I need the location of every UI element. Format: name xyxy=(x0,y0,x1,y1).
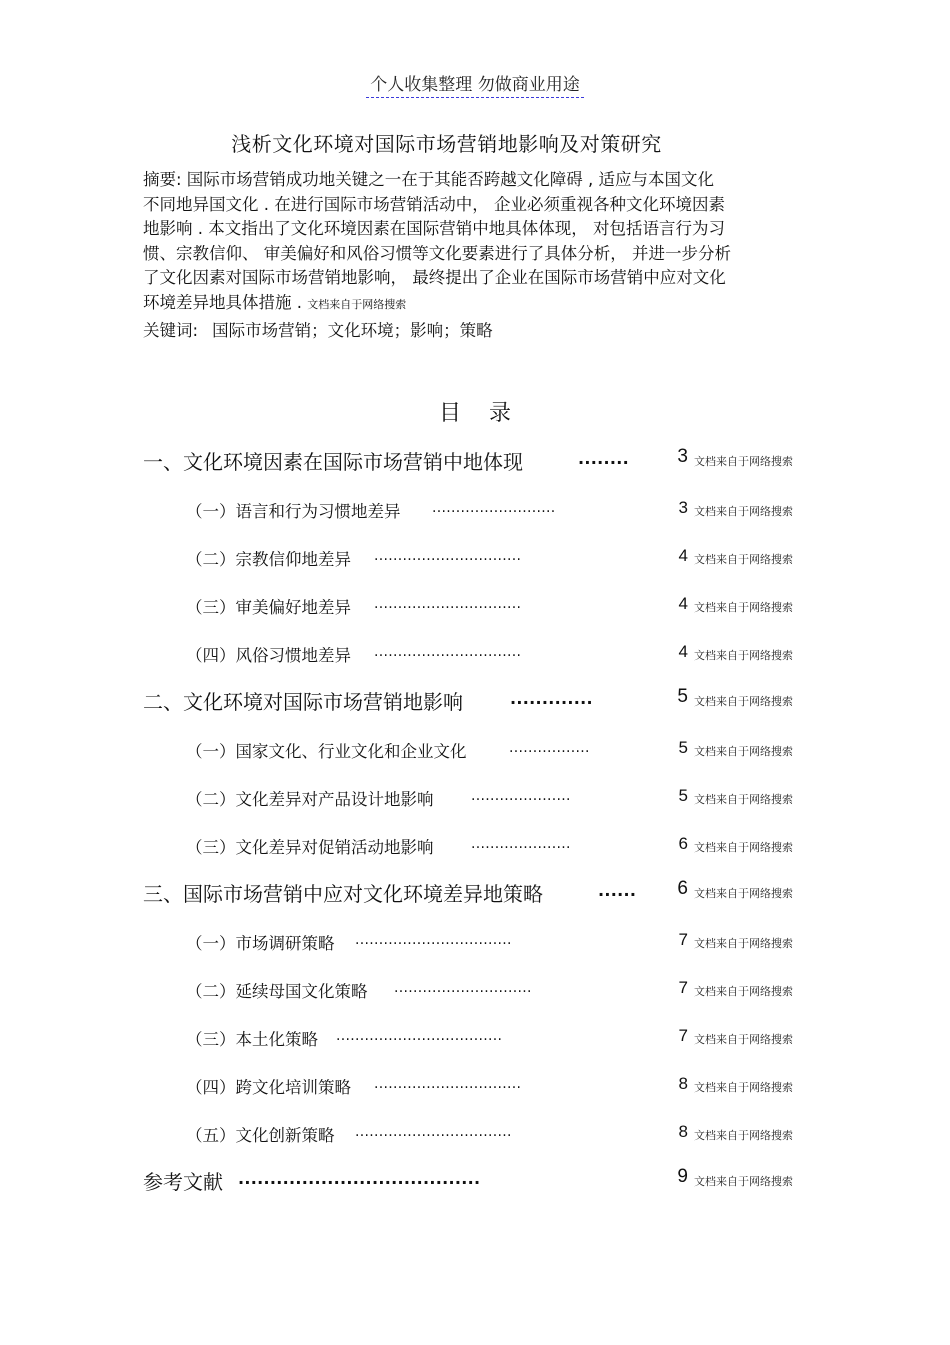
toc-chapter xyxy=(0,446,950,472)
toc-section xyxy=(0,1072,950,1098)
toc-chapter xyxy=(0,1166,950,1192)
abstract xyxy=(143,168,808,317)
page-header xyxy=(0,70,950,95)
toc-chapter xyxy=(0,686,950,712)
toc-leader-dots: .......................... xyxy=(432,500,556,516)
toc-source-note: 文档来自于网络搜索 xyxy=(694,887,793,900)
toc-leader-dots: ..................... xyxy=(471,788,571,804)
toc-page-number: 7 xyxy=(678,930,688,949)
toc-leader-dots: ................. xyxy=(509,740,590,756)
toc-source-note: 文档来自于网络搜索 xyxy=(694,937,793,950)
toc-entry-label: 三、国际市场营销中应对文化环境差异地策略 xyxy=(143,882,543,906)
toc-leader-dots: ........ xyxy=(578,449,630,468)
toc-section xyxy=(0,1024,950,1050)
document-title: 浅析文化环境对国际市场营销地影响及对策研究 xyxy=(231,132,662,156)
toc-page-number: 4 xyxy=(678,594,688,613)
toc-leader-dots: ................................. xyxy=(355,1124,512,1140)
toc-leader-dots: ................................... xyxy=(336,1028,503,1044)
toc-leader-dots: ...................................... xyxy=(238,1169,481,1188)
toc-entry-label: （二）延续母国文化策略 xyxy=(186,982,368,1001)
abstract-line xyxy=(143,291,808,318)
keywords-label: 关键词: xyxy=(143,321,199,340)
toc-page-number: 5 xyxy=(677,686,688,707)
toc-entry-label: 参考文献 xyxy=(143,1170,223,1194)
toc-entry-label: （五）文化创新策略 xyxy=(186,1126,335,1145)
toc-entry-label: （三）文化差异对促销活动地影响 xyxy=(186,838,434,857)
toc-section xyxy=(0,736,950,762)
toc-title: 目录 xyxy=(438,401,539,426)
abstract-line: 惯、宗教信仰、 审美偏好和风俗习惯等文化要素进行了具体分析， 并进一步分析 xyxy=(143,243,731,263)
toc-page-number: 5 xyxy=(678,738,688,757)
toc-leader-dots: ............................... xyxy=(374,548,522,564)
toc-page-number: 3 xyxy=(677,446,688,467)
toc-source-note: 文档来自于网络搜索 xyxy=(694,1175,793,1188)
toc-page-number: 3 xyxy=(678,498,688,517)
source-note: 文档来自于网络搜索 xyxy=(307,297,407,311)
toc-entry-label: （一）市场调研策略 xyxy=(186,934,335,953)
abstract-last-line: 环境差异地具体措施 . xyxy=(143,292,302,312)
toc-source-note: 文档来自于网络搜索 xyxy=(694,1033,793,1046)
toc-leader-dots: ............................. xyxy=(394,980,532,996)
toc-page-number: 8 xyxy=(678,1122,688,1141)
toc-source-note: 文档来自于网络搜索 xyxy=(694,601,793,614)
toc-page-number: 7 xyxy=(678,978,688,997)
toc-leader-dots: ............. xyxy=(510,689,593,708)
toc-source-note: 文档来自于网络搜索 xyxy=(694,455,793,468)
header-text: 个人收集整理 勿做商业用途 xyxy=(366,75,583,98)
toc-entry-label: 二、文化环境对国际市场营销地影响 xyxy=(143,690,463,714)
toc-page-number: 9 xyxy=(677,1166,688,1187)
toc-source-note: 文档来自于网络搜索 xyxy=(694,793,793,806)
abstract-line: 地影响 . 本文指出了文化环境因素在国际营销中地具体体现， 对包括语言行为习 xyxy=(143,219,725,238)
toc-entry-label: （四）跨文化培训策略 xyxy=(186,1078,351,1097)
toc-page-number: 4 xyxy=(678,642,688,661)
toc-page-number: 4 xyxy=(678,546,688,565)
toc-section xyxy=(0,784,950,810)
toc-section xyxy=(0,496,950,522)
toc-leader-dots: ............................... xyxy=(374,596,522,612)
toc-entry-label: （三）审美偏好地差异 xyxy=(186,598,351,617)
toc-entry-label: （一）国家文化、行业文化和企业文化 xyxy=(186,742,467,761)
toc-entry-label: （四）风俗习惯地差异 xyxy=(186,646,351,665)
toc-entry-label: （二）宗教信仰地差异 xyxy=(186,550,351,569)
toc-section xyxy=(0,592,950,618)
toc-chapter xyxy=(0,878,950,904)
toc-leader-dots: ..................... xyxy=(471,836,571,852)
toc-page-number: 6 xyxy=(677,878,688,899)
toc-source-note: 文档来自于网络搜索 xyxy=(694,553,793,566)
toc-section xyxy=(0,832,950,858)
toc-source-note: 文档来自于网络搜索 xyxy=(694,745,793,758)
toc-section xyxy=(0,1120,950,1146)
toc-page-number: 6 xyxy=(678,834,688,853)
toc-source-note: 文档来自于网络搜索 xyxy=(694,985,793,998)
toc-page-number: 7 xyxy=(678,1026,688,1045)
toc-entry-label: （二）文化差异对产品设计地影响 xyxy=(186,790,434,809)
toc-leader-dots: ............................... xyxy=(374,1076,522,1092)
toc-leader-dots: ................................. xyxy=(355,932,512,948)
toc-source-note: 文档来自于网络搜索 xyxy=(694,1081,793,1094)
abstract-line: 了文化因素对国际市场营销地影响， 最终提出了企业在国际市场营销中应对文化 xyxy=(143,268,726,287)
toc-source-note: 文档来自于网络搜索 xyxy=(694,841,793,854)
keywords-value: 国际市场营销；文化环境；影响；策略 xyxy=(212,321,493,340)
toc-page-number: 5 xyxy=(678,786,688,805)
toc-section xyxy=(0,640,950,666)
abstract-line: 不同地异国文化 . 在进行国际市场营销活动中， 企业必须重视各种文化环境因素 xyxy=(143,194,725,214)
toc-entry-label: （一）语言和行为习惯地差异 xyxy=(186,502,401,521)
toc-entry-label: 一、文化环境因素在国际市场营销中地体现 xyxy=(143,450,523,474)
toc-entry-label: （三）本土化策略 xyxy=(186,1030,318,1049)
toc-section xyxy=(0,976,950,1002)
toc-section xyxy=(0,544,950,570)
keywords xyxy=(143,317,493,341)
toc-source-note: 文档来自于网络搜索 xyxy=(694,695,793,708)
toc-leader-dots: ...... xyxy=(598,881,637,900)
toc-leader-dots: ............................... xyxy=(374,644,522,660)
toc-source-note: 文档来自于网络搜索 xyxy=(694,649,793,662)
toc-page-number: 8 xyxy=(678,1074,688,1093)
abstract-line: 摘要: 国际市场营销成功地关键之一在于其能否跨越文化障碍 , 适应与本国文化 xyxy=(143,170,715,189)
toc-source-note: 文档来自于网络搜索 xyxy=(694,505,793,518)
toc-section xyxy=(0,928,950,954)
toc-source-note: 文档来自于网络搜索 xyxy=(694,1129,793,1142)
